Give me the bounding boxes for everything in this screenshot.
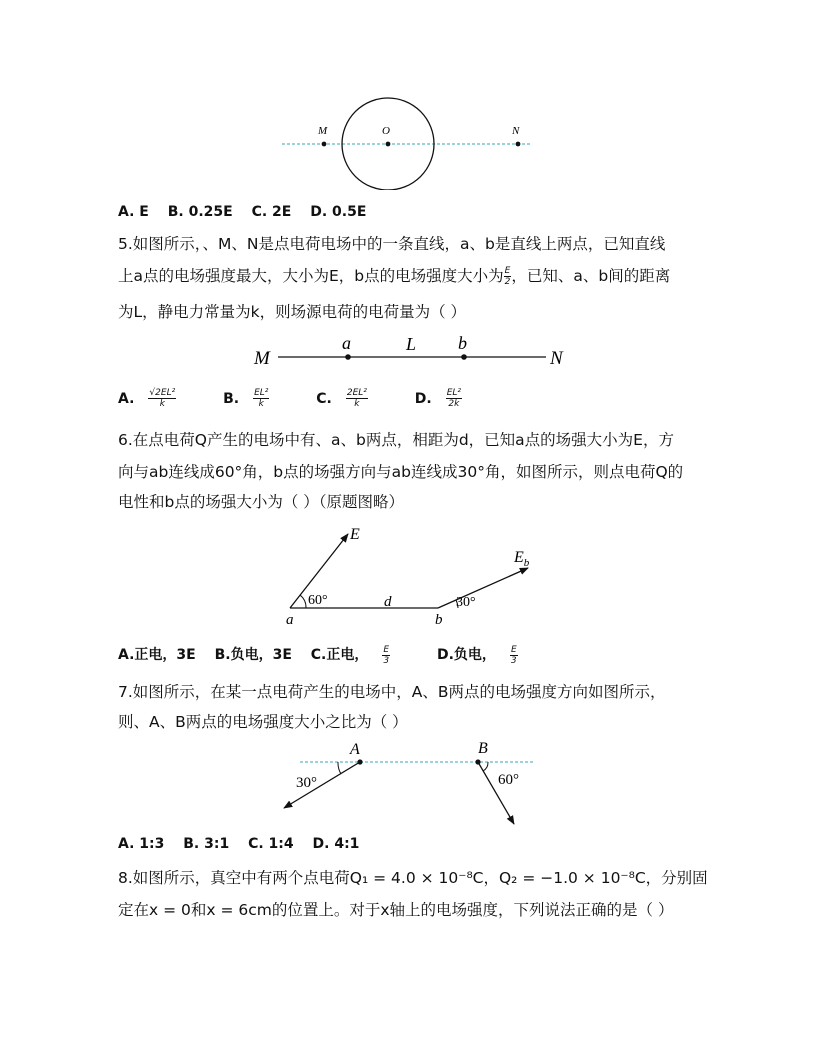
label-a: a <box>286 612 294 628</box>
angle-arc-b <box>483 762 488 771</box>
q7-option-a: A. 1:3 <box>118 836 165 852</box>
q5-options <box>118 388 504 409</box>
angle-arc-a <box>338 762 341 774</box>
point-m <box>322 142 327 147</box>
q7-options <box>118 836 373 852</box>
vector-eb <box>438 568 528 608</box>
label-a: A <box>350 741 360 758</box>
angle-arc-a <box>300 595 306 608</box>
q6-line-1: 6.在点电荷Q产生的电场中有、a、b两点，相距为d，已知a点的场强大小为E，方 <box>118 431 674 449</box>
q5-line-2-part-b: ，已知、a、b间的距离 <box>511 267 671 285</box>
q5-line-3: 为L，静电力常量为k，则场源电荷的电荷量为（ ） <box>118 303 467 321</box>
point-a <box>357 759 362 764</box>
q6-option-a: A.正电，3E <box>118 647 196 663</box>
q5-option-d: D. $\frac{\text{EL²}}{2k}$ <box>414 388 462 409</box>
q5-option-b: B. $\frac{\text{EL²}}{k}$ <box>223 388 269 409</box>
label-o: O <box>382 125 390 137</box>
q4-option-a: A. E <box>118 204 149 220</box>
point-o <box>386 142 391 147</box>
q7-option-d: D. 4:1 <box>312 836 360 852</box>
label-n: N <box>512 125 520 137</box>
point-n <box>516 142 521 147</box>
label-m: M <box>318 125 328 137</box>
q5-line-2 <box>118 264 670 287</box>
label-a: a <box>342 333 351 353</box>
figure-ab-vectors <box>280 518 540 630</box>
q6-option-d: D.负电， $\frac{E}{3}$ <box>436 644 517 666</box>
label-b: b <box>458 333 467 353</box>
label-b: b <box>435 612 443 628</box>
figure-ab-directions <box>276 736 546 828</box>
q4-option-b: B. 0.25E <box>167 204 233 220</box>
q6-option-c: C.正电， $\frac{E}{3}$ <box>310 644 390 666</box>
q7-line-2: 则、A、B两点的电场强度大小之比为（ ） <box>118 713 408 731</box>
label-angle-30: 30° <box>296 775 317 791</box>
figure-line-mn <box>248 330 578 370</box>
label-b: B <box>478 740 488 757</box>
q8-line-1: 8.如图所示，真空中有两个点电荷Q₁ = 4.0 × 10⁻⁸C，Q₂ = −1.0 × 10⁻⁸C，分别固 <box>118 869 708 887</box>
q6-options <box>118 644 560 666</box>
label-angle-30: 30° <box>456 595 476 610</box>
q5-option-a: A. $\frac{\text{√2EL²}}{k}$ <box>118 388 176 409</box>
q5-option-c: C. $\frac{\text{2EL²}}{k}$ <box>316 388 367 409</box>
label-e: E <box>350 526 360 543</box>
q5-line-2-part-a: 上a点的电场强度最大，大小为E，b点的电场强度大小为 <box>118 267 504 285</box>
label-angle-60: 60° <box>308 593 328 608</box>
q5-line-1: 5.如图所示，、M、N是点电荷电场中的一条直线，a、b是直线上两点，已知直线 <box>118 235 666 253</box>
label-d: d <box>384 594 392 610</box>
point-b <box>475 759 480 764</box>
q7-option-c: C. 1:4 <box>248 836 294 852</box>
q5-fraction: $\frac{E}{2}$ <box>504 266 511 287</box>
q6-line-2: 向与ab连线成60°角，b点的场强方向与ab连线成30°角，如图所示，则点电荷Q的 <box>118 463 684 481</box>
point-b <box>461 354 467 360</box>
label-eb: $E_b$ <box>514 549 530 569</box>
figure-circle-mon <box>280 94 540 190</box>
q6-option-b: B.负电，3E <box>214 647 292 663</box>
label-n: N <box>550 348 563 369</box>
q6-line-3: 电性和b点的场强大小为（ ）（原题图略） <box>118 493 405 511</box>
label-angle-60: 60° <box>498 772 519 788</box>
q7-line-1: 7.如图所示，在某一点电荷产生的电场中，A、B两点的电场强度方向如图所示， <box>118 683 666 701</box>
label-m: M <box>254 348 270 369</box>
q4-options <box>118 204 380 220</box>
q4-option-d: D. 0.5E <box>310 204 367 220</box>
point-a <box>345 354 351 360</box>
q4-option-c: C. 2E <box>251 204 292 220</box>
q8-line-2: 定在x = 0和x = 6cm的位置上。对于x轴上的电场强度，下列说法正确的是（ ） <box>118 901 674 919</box>
label-l: L <box>406 334 417 354</box>
q7-option-b: B. 3:1 <box>183 836 230 852</box>
